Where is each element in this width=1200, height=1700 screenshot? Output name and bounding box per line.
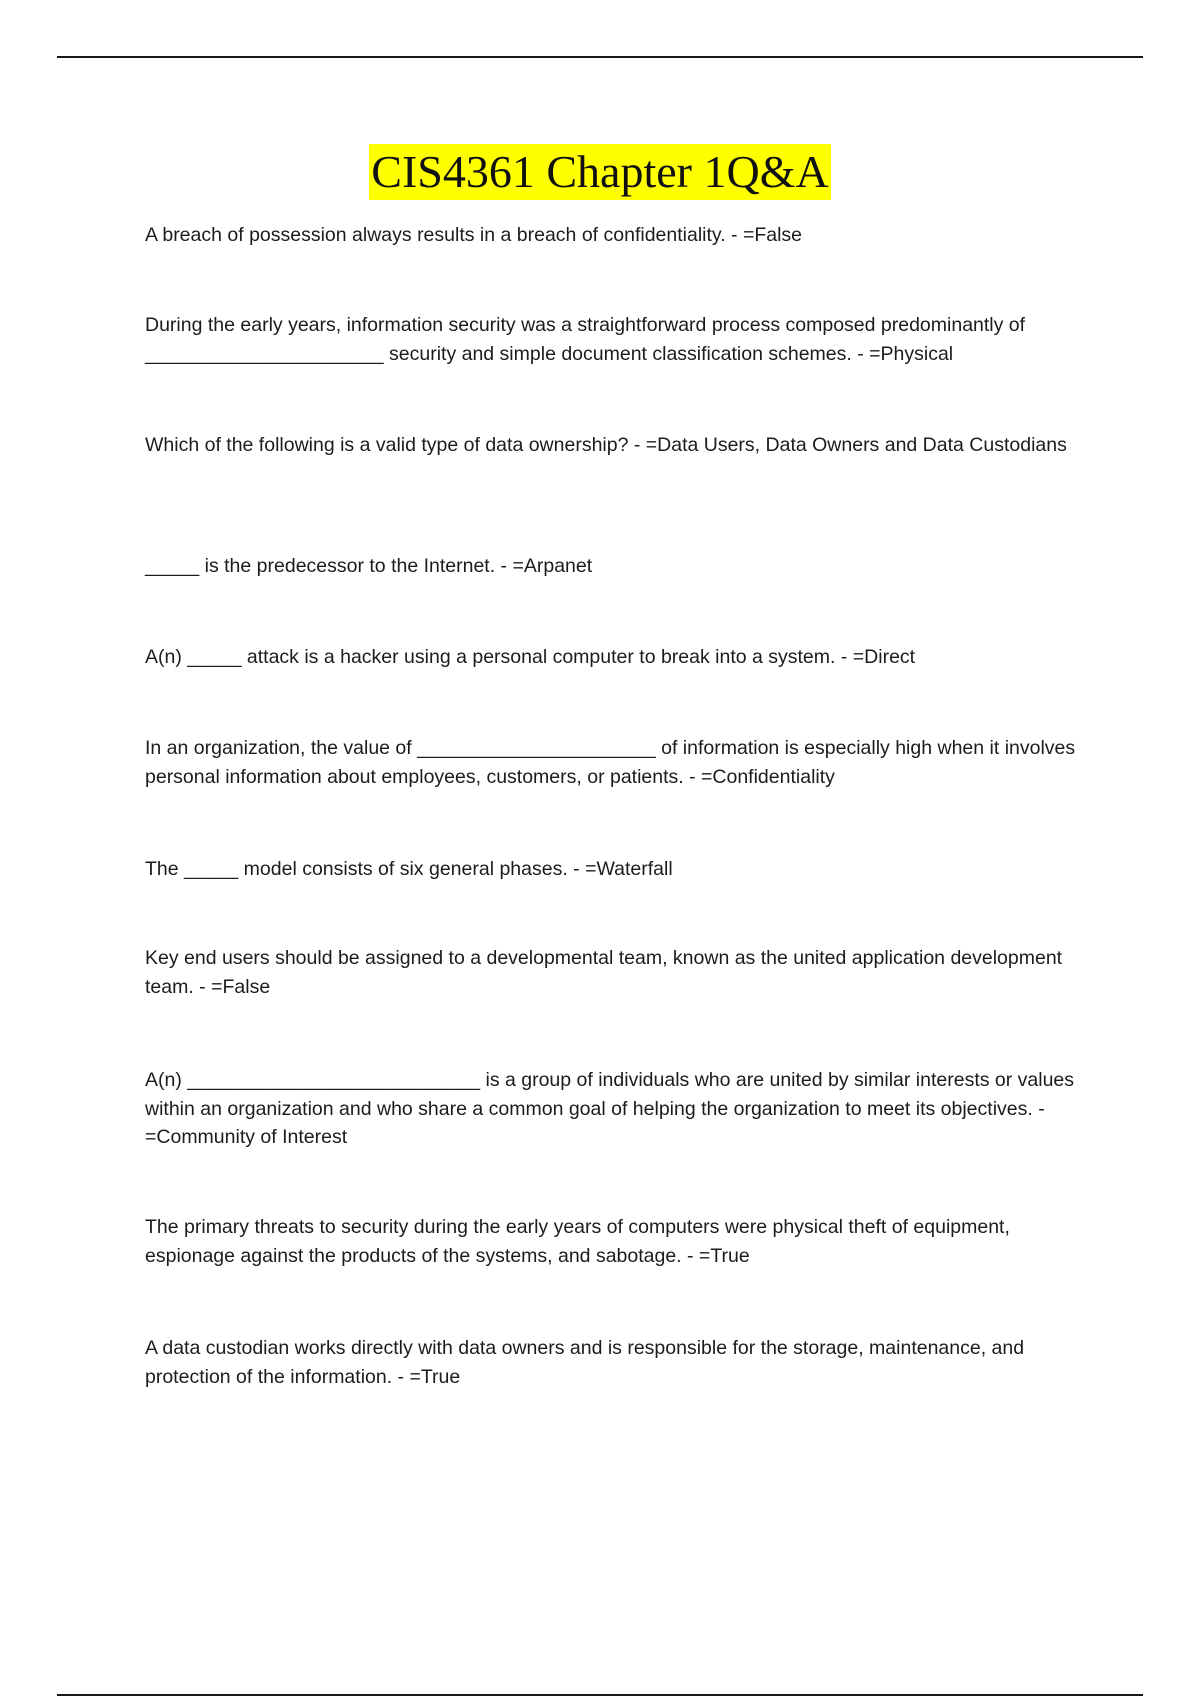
qa-item-8: Key end users should be assigned to a developmental team, known as the united application development team. - =False (145, 947, 1063, 998)
qa-item-10: The primary threats to security during the early years of computers were physical theft of equipment, espionage against the products of the systems, and sabotage. - =True (145, 1216, 1010, 1267)
qa-item-4: _____ is the predecessor to the Internet. - =Arpanet (145, 555, 593, 577)
qa-item-1: A breach of possession always results in a breach of confidentiality. - =False (145, 224, 803, 246)
qa-item-3: Which of the following is a valid type of data ownership? - =Data Users, Data Owners and Data Custodians (145, 434, 1067, 456)
qa-item-6: In an organization, the value of ______________________ of information is especially high when it involves personal information about employees, customers, or patients. - =Confidentiality (145, 737, 1076, 788)
qa-item-11: A data custodian works directly with data owners and is responsible for the storage, maintenance, and protection of the information. - =True (145, 1337, 1025, 1388)
qa-item-7: The _____ model consists of six general phases. - =Waterfall (145, 858, 673, 880)
bottom-rule (57, 1694, 1143, 1696)
qa-item-9: A(n) ___________________________ is a group of individuals who are united by similar interests or values within an organization and who share a common goal of helping the organization to meet its objectives. - =Community of Interest (145, 1069, 1075, 1148)
qa-item-2: During the early years, information security was a straightforward process composed predominantly of ______________________ security and simple document classification schemes. - =Physical (145, 314, 1026, 365)
document-title: CIS4361 Chapter 1Q&A (369, 144, 830, 200)
top-rule (57, 56, 1143, 58)
title-container (0, 144, 1200, 200)
qa-item-5: A(n) _____ attack is a hacker using a personal computer to break into a system. - =Direct (145, 646, 916, 668)
